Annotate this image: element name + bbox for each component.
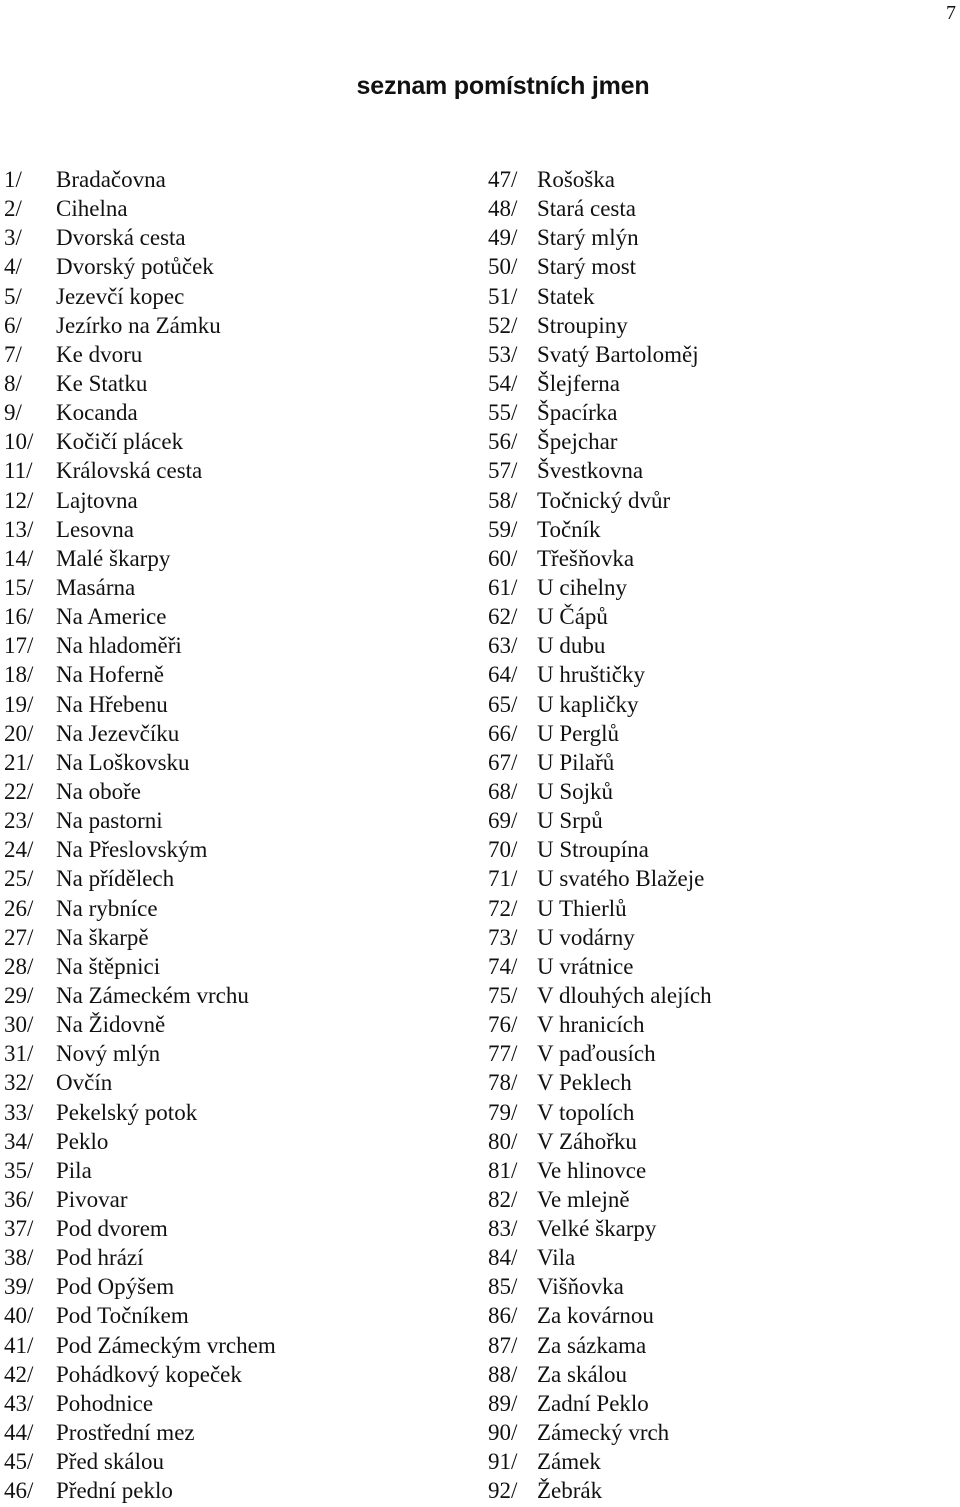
- list-item-name: Bradačovna: [56, 167, 166, 192]
- list-item-name: Královská cesta: [56, 458, 203, 484]
- list-item: [488, 194, 712, 223]
- list-item: [4, 806, 276, 835]
- list-item-number: 43/: [4, 1390, 34, 1416]
- list-item-name: Stroupiny: [537, 312, 628, 338]
- list-item-name: Zámecký vrch: [537, 1420, 670, 1446]
- list-item-name: Žebrák: [537, 1478, 603, 1504]
- list-item-name: Peklo: [56, 1128, 109, 1154]
- list-item: [4, 602, 276, 631]
- list-item-number: 30/: [4, 1012, 34, 1038]
- list-item-name: U Čápů: [537, 604, 608, 630]
- list-item-name: V Záhořku: [537, 1128, 637, 1154]
- page-number: 7: [946, 2, 956, 24]
- list-item-number: 68/: [488, 778, 518, 804]
- list-item: [488, 777, 712, 806]
- list-item-number: 72/: [488, 895, 518, 921]
- list-item-name: Třešňovka: [537, 545, 635, 571]
- list-item-name: Pod Točníkem: [56, 1303, 189, 1329]
- list-item: [488, 486, 712, 515]
- list-item-number: 27/: [4, 924, 34, 950]
- list-item-name: Za sázkama: [537, 1332, 647, 1358]
- list-item-number: 8/: [4, 370, 22, 396]
- list-item-name: Masárna: [56, 574, 136, 600]
- list-item: [488, 311, 712, 340]
- list-item-number: 61/: [488, 574, 518, 600]
- list-item-number: 91/: [488, 1449, 518, 1475]
- list-item-name: Dvorský potůček: [56, 254, 214, 280]
- list-item-number: 50/: [488, 254, 518, 280]
- list-item: [4, 1214, 276, 1243]
- list-item-name: Na Loškovsku: [56, 749, 190, 775]
- list-item-number: 14/: [4, 545, 34, 571]
- list-item: [488, 369, 712, 398]
- list-item-name: U vrátnice: [537, 953, 634, 979]
- list-item: [488, 223, 712, 252]
- list-item-name: Přední peklo: [56, 1478, 173, 1504]
- list-item: [488, 1243, 712, 1272]
- list-item-number: 26/: [4, 895, 34, 921]
- list-item-number: 62/: [488, 604, 518, 630]
- list-item-name: U vodárny: [537, 924, 635, 950]
- list-item: [4, 340, 276, 369]
- list-item-number: 22/: [4, 778, 34, 804]
- list-item: [4, 748, 276, 777]
- list-item-number: 10/: [4, 429, 34, 455]
- list-item-number: 19/: [4, 691, 34, 717]
- list-item-number: 2/: [4, 196, 22, 222]
- list-item-number: 65/: [488, 691, 518, 717]
- list-item-number: 16/: [4, 604, 34, 630]
- list-item-name: U Pilařů: [537, 749, 615, 775]
- list-item: [4, 1039, 276, 1068]
- list-item: [488, 719, 712, 748]
- list-item-number: 78/: [488, 1070, 518, 1096]
- list-item: [488, 631, 712, 660]
- list-item: [488, 864, 712, 893]
- list-item-name: Na škarpě: [56, 924, 149, 950]
- list-item-name: Stará cesta: [537, 196, 636, 222]
- list-item: [488, 835, 712, 864]
- place-name-list-left: [4, 165, 276, 1505]
- list-item-number: 75/: [488, 982, 518, 1008]
- list-item-name: Švestkovna: [537, 458, 644, 484]
- list-item-number: 42/: [4, 1361, 34, 1387]
- list-item: [488, 602, 712, 631]
- list-item: [488, 252, 712, 281]
- list-item-name: Pila: [56, 1157, 92, 1183]
- list-item: [4, 544, 276, 573]
- list-item-number: 37/: [4, 1216, 34, 1242]
- list-item-number: 79/: [488, 1099, 518, 1125]
- list-item: [4, 1418, 276, 1447]
- place-name-list-right: [488, 165, 712, 1505]
- list-item-number: 38/: [4, 1245, 34, 1271]
- list-item-number: 83/: [488, 1216, 518, 1242]
- list-item: [4, 456, 276, 485]
- list-item-name: U Perglů: [537, 720, 619, 746]
- list-item-name: Pod Zámeckým vrchem: [56, 1332, 276, 1358]
- list-item: [4, 515, 276, 544]
- list-item-number: 90/: [488, 1420, 518, 1446]
- list-item-number: 29/: [4, 982, 34, 1008]
- list-item-number: 28/: [4, 953, 34, 979]
- list-item-name: Na Hoferně: [56, 662, 164, 688]
- list-item: [4, 398, 276, 427]
- list-item: [488, 165, 712, 194]
- list-item: [4, 1243, 276, 1272]
- list-item: [488, 515, 712, 544]
- list-item: [4, 1010, 276, 1039]
- list-item-name: Za kovárnou: [537, 1303, 654, 1329]
- list-item: [488, 1272, 712, 1301]
- list-item: [488, 1418, 712, 1447]
- list-item-number: 40/: [4, 1303, 34, 1329]
- list-item: [4, 252, 276, 281]
- list-item: [488, 1068, 712, 1097]
- list-item-number: 18/: [4, 662, 34, 688]
- list-item-name: V paďousích: [537, 1041, 656, 1067]
- list-item-name: Ke dvoru: [56, 341, 143, 367]
- list-item-number: 9/: [4, 400, 22, 426]
- list-item-number: 48/: [488, 196, 518, 222]
- list-item: [488, 923, 712, 952]
- list-item-name: Statek: [537, 283, 595, 309]
- list-item-number: 12/: [4, 487, 34, 513]
- list-item-name: U Thierlů: [537, 895, 627, 921]
- list-item-name: V hranicích: [537, 1012, 645, 1038]
- list-item-name: Točník: [537, 516, 601, 542]
- list-item-name: Nový mlýn: [56, 1041, 161, 1067]
- list-item: [4, 1098, 276, 1127]
- list-item: [488, 806, 712, 835]
- list-item: [488, 660, 712, 689]
- list-item-name: Ke Statku: [56, 370, 148, 396]
- list-item-number: 76/: [488, 1012, 518, 1038]
- list-item: [488, 340, 712, 369]
- list-item-number: 74/: [488, 953, 518, 979]
- list-item-name: U Srpů: [537, 808, 603, 834]
- list-item-number: 7/: [4, 341, 22, 367]
- list-item-number: 89/: [488, 1390, 518, 1416]
- page-title: seznam pomístních jmen: [356, 72, 650, 100]
- list-item-number: 44/: [4, 1420, 34, 1446]
- list-item: [488, 1389, 712, 1418]
- list-item-name: Starý most: [537, 254, 637, 280]
- list-item: [4, 952, 276, 981]
- list-item: [488, 981, 712, 1010]
- list-item-name: Pod Opýšem: [56, 1274, 175, 1300]
- list-item: [488, 748, 712, 777]
- list-item-number: 3/: [4, 225, 22, 251]
- list-item-name: Špejchar: [537, 429, 618, 455]
- list-item-name: Na hladoměři: [56, 633, 182, 659]
- list-item: [488, 573, 712, 602]
- list-item-name: V dlouhých alejích: [537, 982, 712, 1008]
- list-item-number: 84/: [488, 1245, 518, 1271]
- list-item-number: 17/: [4, 633, 34, 659]
- list-item-name: V topolích: [537, 1099, 635, 1125]
- list-item-number: 15/: [4, 574, 34, 600]
- list-item-number: 35/: [4, 1157, 34, 1183]
- list-item-number: 70/: [488, 837, 518, 863]
- list-item-number: 31/: [4, 1041, 34, 1067]
- list-item-number: 57/: [488, 458, 518, 484]
- list-item-number: 25/: [4, 866, 34, 892]
- list-item: [488, 952, 712, 981]
- list-item: [488, 1010, 712, 1039]
- list-item: [4, 923, 276, 952]
- list-item-name: Starý mlýn: [537, 225, 639, 251]
- list-item: [488, 1039, 712, 1068]
- list-item-name: V Peklech: [537, 1070, 632, 1096]
- list-item-number: 51/: [488, 283, 518, 309]
- list-item: [4, 194, 276, 223]
- list-item-number: 56/: [488, 429, 518, 455]
- list-item: [488, 456, 712, 485]
- list-item-name: Za skálou: [537, 1361, 628, 1387]
- list-item: [4, 1476, 276, 1505]
- list-item-number: 66/: [488, 720, 518, 746]
- list-item-name: Na Americe: [56, 604, 167, 630]
- list-item-number: 81/: [488, 1157, 518, 1183]
- list-item: [4, 660, 276, 689]
- list-item-name: Před skálou: [56, 1449, 164, 1475]
- list-item: [4, 223, 276, 252]
- list-item: [4, 894, 276, 923]
- list-item-number: 82/: [488, 1186, 518, 1212]
- list-item-number: 86/: [488, 1303, 518, 1329]
- list-item-name: Jezevčí kopec: [56, 283, 185, 309]
- list-item: [4, 427, 276, 456]
- list-item-name: Kočičí plácek: [56, 429, 184, 455]
- list-item-number: 63/: [488, 633, 518, 659]
- list-item-name: Na Hřebenu: [56, 691, 168, 717]
- list-item: [4, 311, 276, 340]
- list-item-number: 24/: [4, 837, 34, 863]
- list-item: [488, 1127, 712, 1156]
- list-item-name: Na Přeslovským: [56, 837, 208, 863]
- list-item: [4, 165, 276, 194]
- list-item-number: 32/: [4, 1070, 34, 1096]
- list-item-name: Zadní Peklo: [537, 1390, 649, 1416]
- list-item: [488, 690, 712, 719]
- list-item-number: 92/: [488, 1478, 518, 1504]
- list-item-name: U dubu: [537, 633, 606, 659]
- list-item: [488, 544, 712, 573]
- list-item: [4, 835, 276, 864]
- list-item-name: Na štěpnici: [56, 953, 161, 979]
- list-item: [4, 1185, 276, 1214]
- list-item-number: 77/: [488, 1041, 518, 1067]
- list-item-name: Vila: [537, 1245, 576, 1271]
- list-item: [4, 282, 276, 311]
- list-item-number: 34/: [4, 1128, 34, 1154]
- list-item-name: Pivovar: [56, 1186, 128, 1212]
- list-item: [4, 1331, 276, 1360]
- list-item-name: Lajtovna: [56, 487, 138, 513]
- list-item-name: Pohádkový kopeček: [56, 1361, 242, 1387]
- list-item: [488, 1098, 712, 1127]
- list-item-number: 52/: [488, 312, 518, 338]
- list-item-number: 71/: [488, 866, 518, 892]
- list-item-name: Prostřední mez: [56, 1420, 195, 1446]
- list-item: [4, 1301, 276, 1330]
- list-item-number: 64/: [488, 662, 518, 688]
- list-item-number: 67/: [488, 749, 518, 775]
- list-item-name: Velké škarpy: [537, 1216, 657, 1242]
- list-item-number: 49/: [488, 225, 518, 251]
- list-item-name: U kapličky: [537, 691, 639, 717]
- list-item: [4, 719, 276, 748]
- list-item-number: 87/: [488, 1332, 518, 1358]
- list-item-name: U Stroupína: [537, 837, 649, 863]
- list-item: [4, 1447, 276, 1476]
- list-item: [4, 573, 276, 602]
- list-item: [488, 398, 712, 427]
- list-item: [4, 1127, 276, 1156]
- list-item-name: Svatý Bartoloměj: [537, 341, 699, 367]
- list-item-name: Rošoška: [537, 167, 615, 192]
- list-item-number: 21/: [4, 749, 34, 775]
- list-item-number: 39/: [4, 1274, 34, 1300]
- list-item-number: 47/: [488, 167, 518, 192]
- list-item-name: Pod hrází: [56, 1245, 144, 1271]
- list-item-name: Malé škarpy: [56, 545, 171, 571]
- list-item-number: 73/: [488, 924, 518, 950]
- list-item: [4, 369, 276, 398]
- list-item-number: 59/: [488, 516, 518, 542]
- list-item-number: 20/: [4, 720, 34, 746]
- list-item-number: 6/: [4, 312, 22, 338]
- list-item-number: 69/: [488, 808, 518, 834]
- list-item-name: U cihelny: [537, 574, 628, 600]
- list-item-number: 45/: [4, 1449, 34, 1475]
- list-item-name: Pohodnice: [56, 1390, 154, 1416]
- list-item-name: Šlejferna: [537, 370, 621, 396]
- list-item: [488, 1447, 712, 1476]
- list-item-name: Pekelský potok: [56, 1099, 198, 1125]
- list-item-number: 55/: [488, 400, 518, 426]
- list-item-name: Jezírko na Zámku: [56, 312, 221, 338]
- list-item: [488, 894, 712, 923]
- list-item-name: Na pastorni: [56, 808, 163, 834]
- list-item: [488, 1185, 712, 1214]
- list-item-number: 58/: [488, 487, 518, 513]
- list-item: [488, 427, 712, 456]
- list-item-number: 85/: [488, 1274, 518, 1300]
- list-item-name: Na Zámeckém vrchu: [56, 982, 249, 1008]
- list-item-number: 41/: [4, 1332, 34, 1358]
- list-item-name: Višňovka: [537, 1274, 624, 1300]
- list-item: [4, 486, 276, 515]
- list-item: [4, 1272, 276, 1301]
- list-item: [488, 1214, 712, 1243]
- list-item-name: Ovčín: [56, 1070, 113, 1096]
- list-item-name: Na rybníce: [56, 895, 158, 921]
- list-item: [4, 1360, 276, 1389]
- list-item-name: Lesovna: [56, 516, 134, 542]
- list-item-number: 88/: [488, 1361, 518, 1387]
- list-item-name: Špacírka: [537, 400, 618, 426]
- list-item-name: Na oboře: [56, 778, 141, 804]
- list-item: [488, 1476, 712, 1505]
- list-item-number: 4/: [4, 254, 22, 280]
- list-item-name: Točnický dvůr: [537, 487, 671, 513]
- list-item: [4, 864, 276, 893]
- list-item: [4, 1068, 276, 1097]
- list-item-name: Na přídělech: [56, 866, 175, 892]
- list-item-name: Na Židovně: [56, 1012, 166, 1038]
- list-item-number: 60/: [488, 545, 518, 571]
- list-item-number: 54/: [488, 370, 518, 396]
- list-item: [4, 1156, 276, 1185]
- list-item-name: Zámek: [537, 1449, 601, 1475]
- list-item-number: 80/: [488, 1128, 518, 1154]
- list-item: [488, 1301, 712, 1330]
- list-item-number: 13/: [4, 516, 34, 542]
- list-item-number: 53/: [488, 341, 518, 367]
- list-item: [488, 1156, 712, 1185]
- list-item-number: 33/: [4, 1099, 34, 1125]
- list-item-name: Na Jezevčíku: [56, 720, 180, 746]
- list-item-number: 46/: [4, 1478, 34, 1504]
- list-item-number: 11/: [4, 458, 33, 484]
- list-item-name: U hruštičky: [537, 662, 645, 688]
- list-item-name: Kocanda: [56, 400, 138, 426]
- list-item: [4, 1389, 276, 1418]
- list-item-number: 23/: [4, 808, 34, 834]
- list-item-name: Pod dvorem: [56, 1216, 168, 1242]
- list-item: [488, 1360, 712, 1389]
- list-item: [488, 1331, 712, 1360]
- list-item-name: U Sojků: [537, 778, 614, 804]
- list-item-name: Ve mlejně: [537, 1186, 630, 1212]
- list-item: [4, 631, 276, 660]
- list-item-name: Ve hlinovce: [537, 1157, 647, 1183]
- list-item-number: 36/: [4, 1186, 34, 1212]
- list-item-number: 1/: [4, 167, 22, 192]
- list-item-name: Dvorská cesta: [56, 225, 186, 251]
- list-item: [4, 690, 276, 719]
- list-item: [4, 777, 276, 806]
- list-item-name: U svatého Blažeje: [537, 866, 705, 892]
- list-item-number: 5/: [4, 283, 22, 309]
- list-item: [4, 981, 276, 1010]
- list-item: [488, 282, 712, 311]
- list-item-name: Cihelna: [56, 196, 128, 222]
